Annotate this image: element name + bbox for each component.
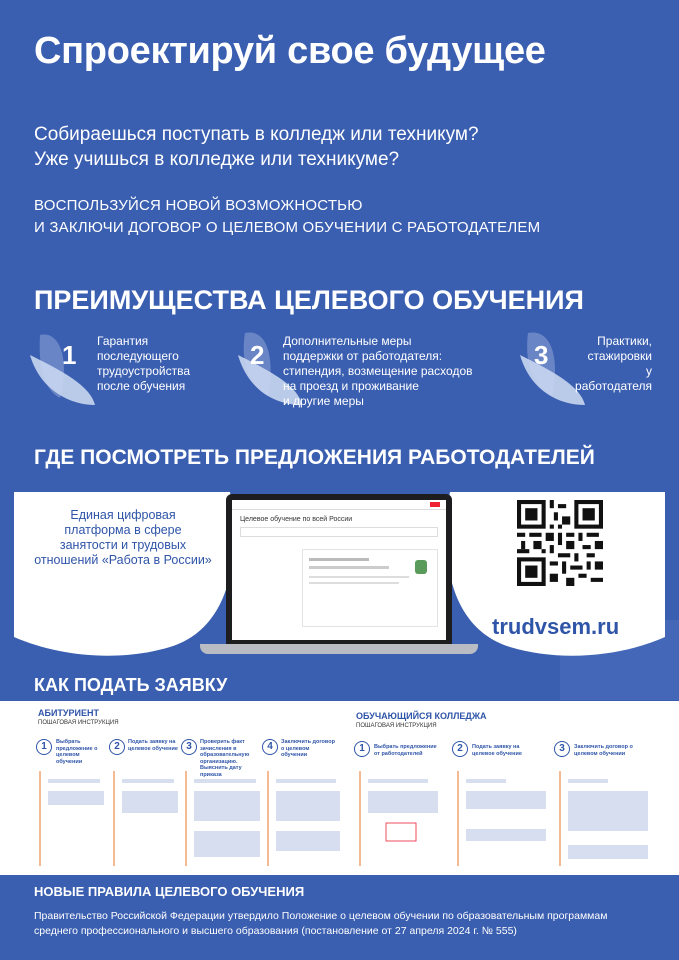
- advantage-number-2: 2: [250, 340, 265, 370]
- applicant-flow-lines: [34, 771, 344, 871]
- advantage-2-text: [283, 334, 473, 409]
- advantage-number-3: 3: [534, 340, 549, 370]
- where-heading: ГДЕ ПОСМОТРЕТЬ ПРЕДЛОЖЕНИЯ РАБОТОДАТЕЛЕЙ: [34, 446, 595, 469]
- student-step-3: Заключить договор о целевом обучении: [574, 744, 633, 757]
- advantage-1-line: Гарантия: [97, 334, 149, 348]
- advantage-2-line: стипендия, возмещение расходов: [283, 364, 473, 378]
- advantage-2-line: поддержки от работодателя:: [283, 349, 443, 363]
- rabota-rossii-logo-icon: [386, 823, 416, 841]
- screen-filter-bar: [240, 527, 438, 537]
- student-step-1: Выбрать предложение от работодателей: [374, 744, 437, 757]
- advantage-3-text: [566, 334, 652, 394]
- advantage-2-line: на проезд и проживание: [283, 379, 419, 393]
- applicant-step-1: Выбрать предложение о целевом обучении: [56, 739, 98, 765]
- platform-line: отношений «Работа в России»: [34, 553, 212, 567]
- advantage-1-text: [97, 334, 190, 394]
- laptop-screen-content: [232, 500, 446, 640]
- emblem-icon: [415, 560, 427, 574]
- applicant-step-3-number: 3: [181, 739, 197, 755]
- applicant-subtitle: ПОШАГОВАЯ ИНСТРУКЦИЯ: [38, 720, 119, 726]
- applicant-step-4-number: 4: [262, 739, 278, 755]
- student-subtitle: ПОШАГОВАЯ ИНСТРУКЦИЯ: [356, 723, 437, 729]
- advantage-1-line: последующего: [97, 349, 179, 363]
- advantage-3-line: Практики,: [597, 334, 652, 348]
- advantage-1-line: после обучения: [97, 379, 186, 393]
- student-step-1-number: 1: [354, 741, 370, 757]
- laptop: [226, 494, 452, 644]
- screen-title: Целевое обучение по всей России: [240, 516, 353, 523]
- laptop-base: [200, 644, 478, 654]
- platform-line: занятости и трудовых: [59, 538, 187, 552]
- platform-description: [30, 508, 216, 568]
- vacancy-card: [302, 549, 438, 627]
- question-1: Собираешься поступать в колледж или техникум?: [34, 124, 479, 145]
- student-step-2: Подать заявку на целевое обучение: [472, 744, 522, 757]
- student-step-2-number: 2: [452, 741, 468, 757]
- advantage-2-line: и другие меры: [283, 394, 364, 408]
- new-rules-heading: НОВЫЕ ПРАВИЛА ЦЕЛЕВОГО ОБУЧЕНИЯ: [34, 884, 305, 899]
- platform-line: Единая цифровая: [70, 508, 176, 522]
- qr-code-icon[interactable]: [517, 500, 603, 586]
- platform-line: платформа в сфере: [64, 523, 182, 537]
- applicant-step-3: Проверить факт зачисления в образовательную организацию. Выяснить дату приказа: [200, 739, 250, 778]
- advantage-number-1: 1: [62, 340, 77, 370]
- advantage-3-line: у работодателя: [575, 364, 652, 393]
- question-2: Уже учишься в колледже или техникуме?: [34, 149, 400, 170]
- advantage-3-line: стажировки: [587, 349, 652, 363]
- advantage-1-line: трудоустройства: [97, 364, 190, 378]
- new-rules-line-2: среднего профессионального и высшего образования (постановление от 27 апреля 2024 г. № 555): [34, 925, 517, 937]
- advantage-2-line: Дополнительные меры: [283, 334, 412, 348]
- student-title: ОБУЧАЮЩИЙСЯ КОЛЛЕДЖА: [356, 711, 487, 721]
- applicant-step-4: Заключить договор о целевом обучении: [281, 739, 335, 758]
- student-step-3-number: 3: [554, 741, 570, 757]
- site-header: [232, 500, 446, 510]
- student-flow-lines: [350, 771, 660, 871]
- how-heading: КАК ПОДАТЬ ЗАЯВКУ: [34, 675, 228, 695]
- cta-line-2: И ЗАКЛЮЧИ ДОГОВОР О ЦЕЛЕВОМ ОБУЧЕНИИ С РАБОТОДАТЕЛЕМ: [34, 219, 541, 236]
- applicant-step-2: Подать заявку на целевое обучение: [128, 739, 178, 752]
- applicant-step-1-number: 1: [36, 739, 52, 755]
- cta-line-1: ВОСПОЛЬЗУЙСЯ НОВОЙ ВОЗМОЖНОСТЬЮ: [34, 197, 363, 214]
- applicant-title: АБИТУРИЕНТ: [38, 708, 100, 718]
- advantages-heading: ПРЕИМУЩЕСТВА ЦЕЛЕВОГО ОБУЧЕНИЯ: [34, 285, 584, 315]
- site-link[interactable]: trudvsem.ru: [492, 614, 620, 639]
- applicant-step-2-number: 2: [109, 739, 125, 755]
- new-rules-line-1: Правительство Российской Федерации утвердило Положение о целевом обучении по образовательным программам: [34, 910, 608, 922]
- site-search-button: [430, 502, 440, 507]
- page-title: Спроектируй свое будущее: [34, 30, 546, 72]
- instructions-panel: [0, 701, 679, 875]
